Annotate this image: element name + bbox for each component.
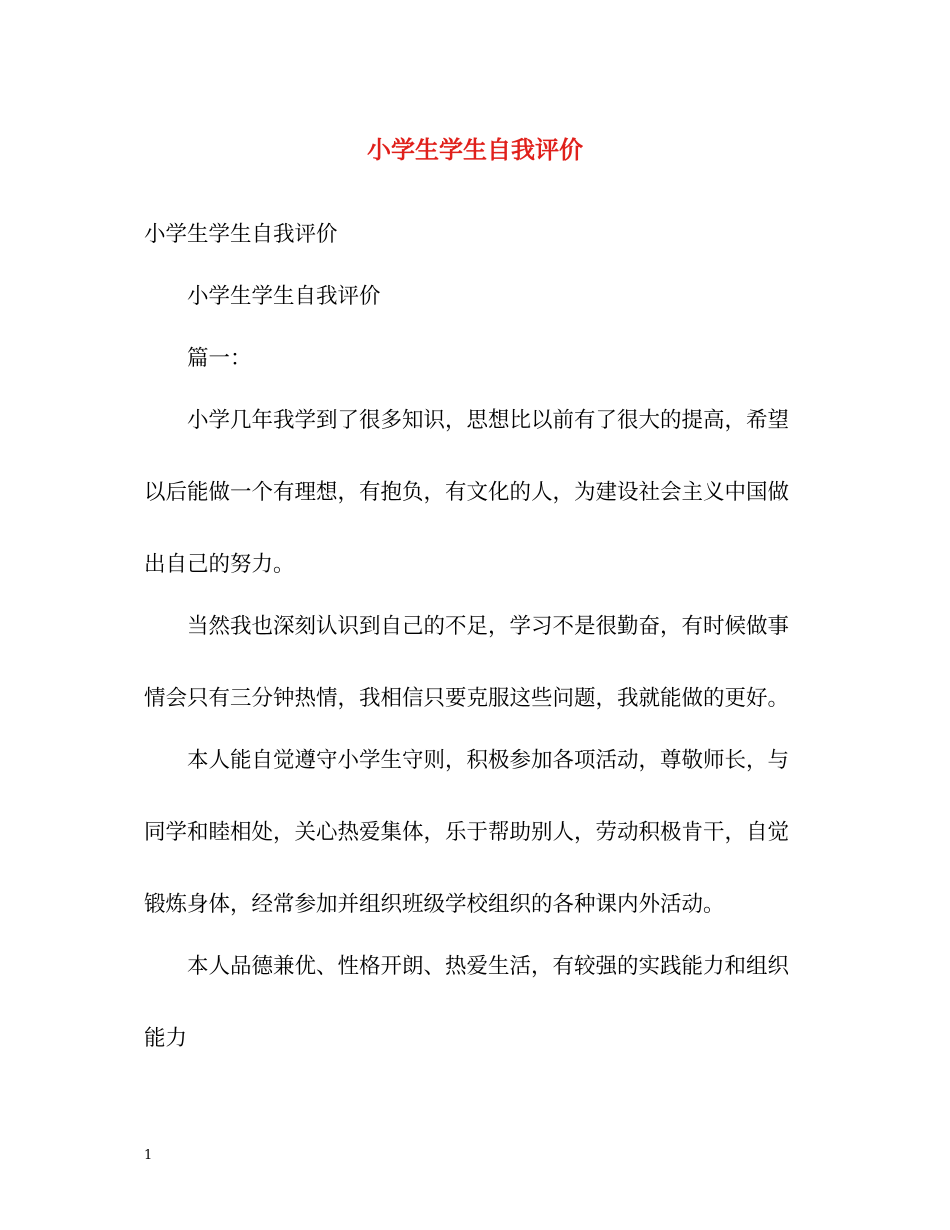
paragraph-4 xyxy=(144,950,806,1056)
subheading xyxy=(144,280,806,314)
paragraph-line: 本人品德兼优、性格开朗、热爱生活，有较强的实践能力和组织 xyxy=(187,954,790,979)
paragraph-line: 以后能做一个有理想，有抱负，有文化的人，为建设社会主义中国做 xyxy=(144,480,790,505)
subheading-text: 小学生学生自我评价 xyxy=(187,284,381,309)
paragraph-1 xyxy=(144,404,806,582)
document-body xyxy=(144,218,806,1056)
paragraph-line: 小学几年我学到了很多知识，思想比以前有了很大的提高，希望 xyxy=(187,408,790,433)
paragraph-line: 情会只有三分钟热情，我相信只要克服这些问题，我就能做的更好。 xyxy=(144,686,790,711)
heading-plain xyxy=(144,218,806,252)
heading-plain-text: 小学生学生自我评价 xyxy=(144,222,338,247)
paragraph-line: 出自己的努力。 xyxy=(144,552,295,577)
paragraph-line: 同学和睦相处，关心热爱集体，乐于帮助别人，劳动积极肯干，自觉 xyxy=(144,820,790,845)
paragraph-3 xyxy=(144,744,806,922)
section-label xyxy=(144,342,806,376)
page-number: 1 xyxy=(144,1148,153,1163)
paragraph-line: 本人能自觉遵守小学生守则，积极参加各项活动，尊敬师长，与 xyxy=(187,748,790,773)
section-label-text: 篇一： xyxy=(187,346,252,371)
paragraph-2 xyxy=(144,610,806,716)
paragraph-line: 当然我也深刻认识到自己的不足，学习不是很勤奋，有时候做事 xyxy=(187,614,790,639)
paragraph-line: 能力 xyxy=(144,1026,188,1051)
paragraph-line: 锻炼身体，经常参加并组织班级学校组织的各种课内外活动。 xyxy=(144,892,725,917)
document-title: 小学生学生自我评价 xyxy=(367,135,583,164)
